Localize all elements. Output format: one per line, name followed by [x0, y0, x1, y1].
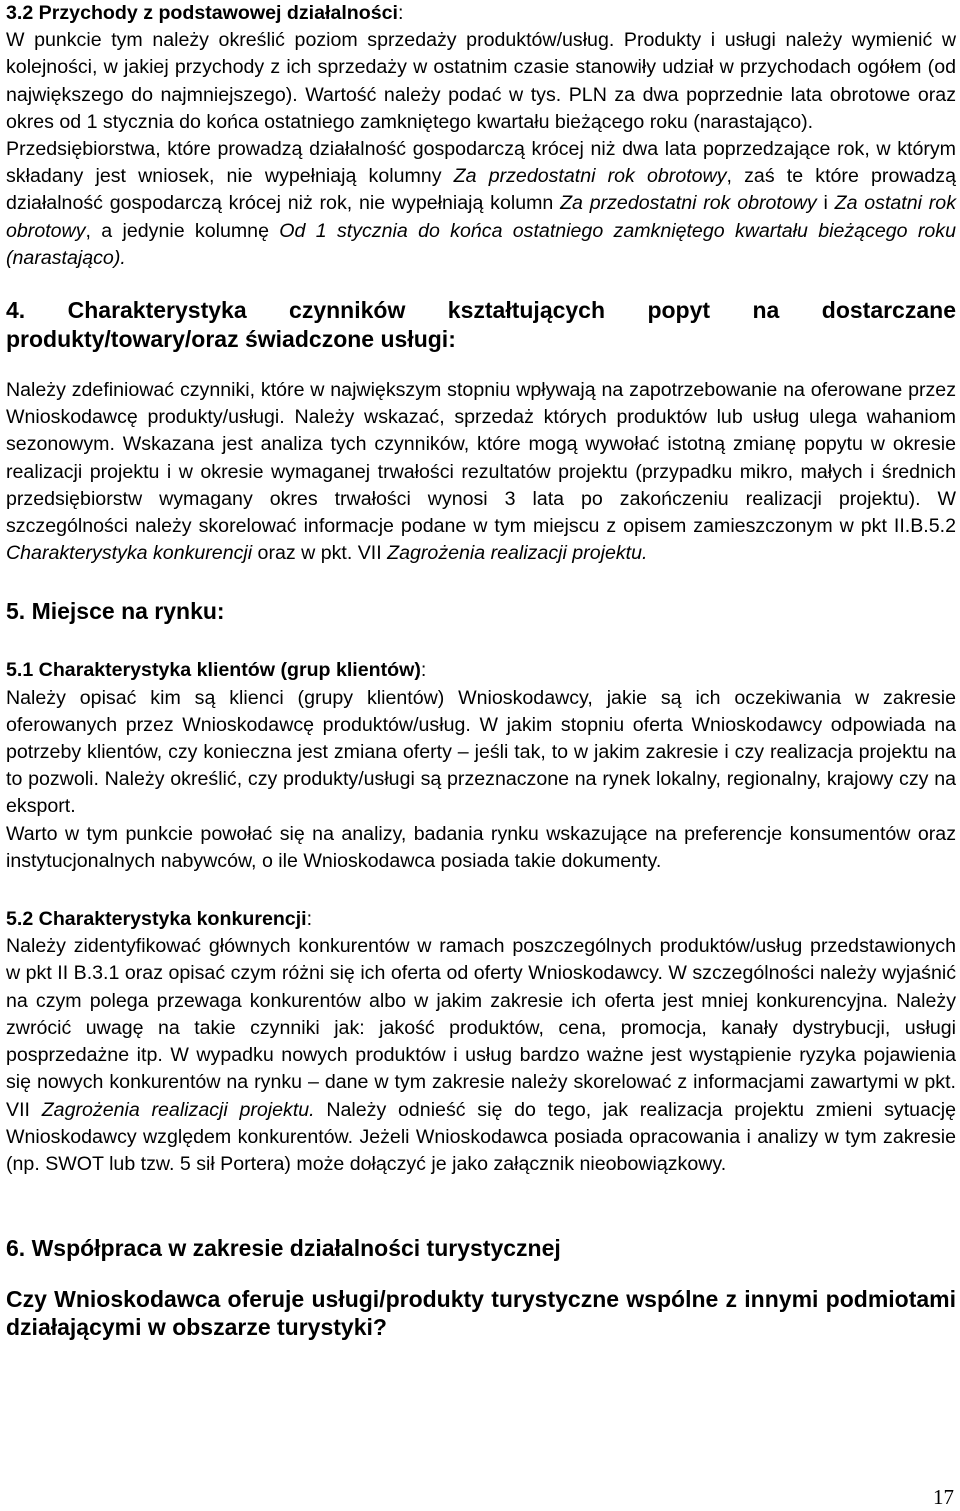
section-5-2-heading-colon: : — [306, 908, 313, 931]
text-run: Należy zidentyfikować głównych konkurentów w ramach poszczególnych produktów/usług przedstawionych w pkt II B.3.1 oraz opisać czym różni się ich oferta od oferty Wnioskodawcy. W szczególności należy wyjaśnić na czym polega przewaga konkurentów albo w jakim zakresie ich oferta jest mniej konkurencyjna. Należy zwrócić uwagę na takie czynniki jak: jakość produktów, cena, promocja, kanały dystrybucji, usługi posprzedażne itp. W wypadku nowych produktów i usług bardzo ważne jest wystąpienie ryzyka pojawienia się nowych konkurentów na rynku – dane w tym zakresie należy skorelować z informacjami zawartymi w pkt. VII — [6, 935, 956, 1121]
italic-run: Zagrożenia realizacji projektu. — [41, 1098, 315, 1121]
section-5-2-body — [6, 933, 956, 1178]
section-3-2-paragraph-1: W punkcie tym należy określić poziom sprzedaży produktów/usług. Produkty i usługi należy wymienić w kolejności, w jakiej przychody z ich sprzedaży w ostatnim czasie stanowiły udział w przychodach ogółem (od największego do najmniejszego). Wartość należy podać w tys. PLN za dwa poprzednie lata obrotowe oraz okres od 1 stycznia do końca ostatniego zamkniętego kwartału bieżącego roku (narastająco). — [6, 29, 956, 133]
section-5-1-heading-colon: : — [420, 659, 427, 682]
section-5-2-heading: 5.2 Charakterystyka konkurencji — [6, 908, 307, 931]
italic-run: Charakterystyka konkurencji — [6, 542, 253, 565]
italic-run: Za przedostatni rok obrotowy — [560, 192, 817, 215]
text-run: oraz w pkt. VII — [252, 542, 388, 565]
italic-run: Za przedostatni rok obrotowy — [453, 165, 727, 188]
italic-run: Od 1 stycznia do końca ostatniego zamkniętego kwartału bieżącego roku (narastająco). — [6, 219, 956, 269]
section-5-1-paragraph-1: Należy opisać kim są klienci (grupy klientów) Wnioskodawcy, jakie są ich oczekiwania w zakresie oferowanych przez Wnioskodawcę produktów/usług. W jakim stopniu oferta Wnioskodawcy odpowiada na potrzeby klientów, czy konieczna jest zmiana oferty – jeśli tak, to w jakim zakresie i czy realizacja projektu na to pozwoli. Należy określić, czy produkty/usługi są przeznaczone na rynek lokalny, regionalny, krajowy czy na eksport. — [6, 686, 956, 818]
text-run: , a jedynie kolumnę — [85, 219, 280, 242]
section-6-heading: 6. Współpraca w zakresie działalności turystycznej — [6, 1235, 561, 1262]
section-5-1-heading: 5.1 Charakterystyka klientów (grup klientów) — [6, 659, 421, 682]
section-4-body — [6, 377, 956, 567]
section-5-2-heading-line — [6, 906, 956, 933]
section-3-2-heading-line — [6, 0, 956, 27]
section-5-heading: 5. Miejsce na rynku: — [6, 598, 225, 625]
section-3-2-paragraph-2 — [6, 136, 956, 272]
section-3-2-heading: 3.2 Przychody z podstawowej działalności — [6, 2, 398, 24]
italic-run: Zagrożenia realizacji projektu. — [387, 542, 648, 565]
section-6-question: Czy Wnioskodawca oferuje usługi/produkty turystyczne wspólne z innymi podmiotami działającymi w obszarze turystyki? — [6, 1286, 956, 1341]
text-run: Należy odnieść się do tego, jak realizacja projektu zmieni sytuację Wnioskodawcy względem konkurentów. Jeżeli Wnioskodawca posiada opracowania i analizy w tym zakresie (np. SWOT lub tzw. 5 sił Portera) może dołączyć je jako załącznik nieobowiązkowy. — [6, 1098, 956, 1175]
italic-run: Za ostatni rok obrotowy — [6, 192, 956, 242]
section-5-1-paragraph-2: Warto w tym punkcie powołać się na analizy, badania rynku wskazujące na preferencje konsumentów oraz instytucjonalnych nabywców, o ile Wnioskodawca posiada takie dokumenty. — [6, 822, 956, 872]
section-4-heading: 4. Charakterystyka czynników kształtujących popyt na dostarczane produkty/towary/oraz świadczone usługi: — [6, 297, 956, 353]
section-5-1-heading-line — [6, 657, 956, 684]
page-number: 17 — [933, 1485, 954, 1509]
text-run: Przedsiębiorstwa, które prowadzą działalność gospodarczą krócej niż dwa lata poprzedzające rok, w którym składany jest wniosek, nie wypełniają kolumny — [6, 138, 956, 188]
section-3-2-heading-colon: : — [397, 2, 404, 24]
text-run: i — [816, 192, 835, 215]
text-run: Należy zdefiniować czynniki, które w największym stopniu wpływają na zapotrzebowanie na oferowane przez Wnioskodawcę produkty/usługi. Należy wskazać, sprzedaż których produktów lub usług ulega wahaniom sezonowym. Wskazana jest analiza tych czynników, które mogą wywołać istotną zmianę popytu w okresie realizacji projektu i w okresie wymaganej trwałości rezultatów projektu (przypadku mikro, małych i średnich przedsiębiorstw wymagany okres trwałości wynosi 3 lata po zakończeniu realizacji projektu). W szczególności należy skorelować informacje podane w tym miejscu z opisem zamieszczonym w pkt II.B.5.2 — [6, 379, 956, 538]
text-run: , zaś te które prowadzą działalność gospodarczą krócej niż rok, nie wypełniają kolumn — [6, 165, 956, 215]
